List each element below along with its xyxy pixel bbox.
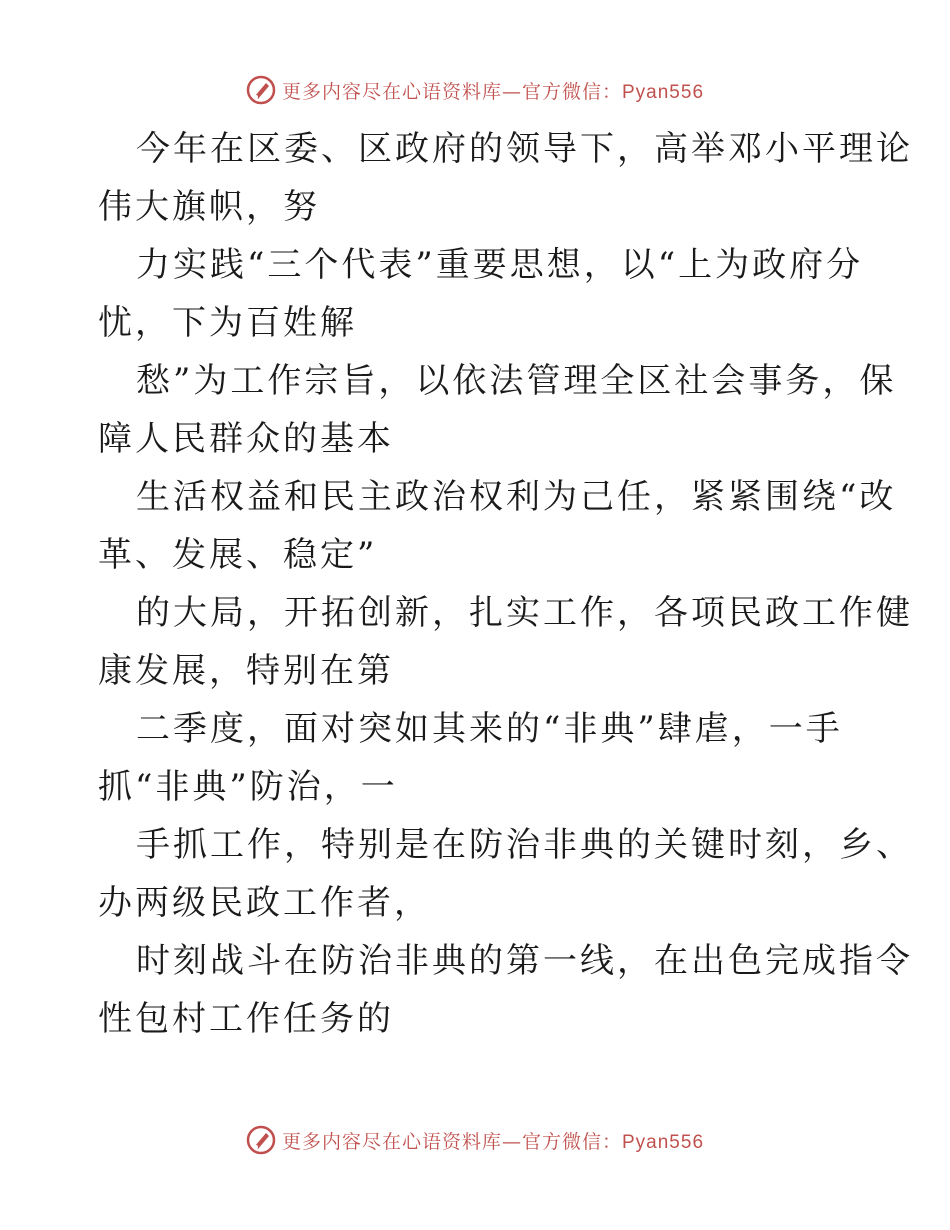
document-body (98, 120, 913, 1048)
body-line: 愁”为工作宗旨，以依法管理全区社会事务，保 (136, 361, 897, 401)
header-banner-text (282, 77, 704, 104)
footer-banner (0, 1120, 950, 1160)
body-line: 伟大旗帜，努 (98, 187, 320, 227)
pen-logo-icon (246, 75, 276, 105)
header-banner-label: 更多内容尽在心语资料库—官方微信： (281, 80, 622, 103)
body-line: 力实践“三个代表”重要思想，以“上为政府分 (136, 245, 864, 285)
footer-wechat-id: Pyan556 (622, 1131, 705, 1153)
header-wechat-id: Pyan556 (622, 81, 705, 103)
body-line: 生活权益和民主政治权利为己任，紧紧围绕“改 (136, 477, 897, 517)
body-line: 忧，下为百姓解 (98, 303, 357, 343)
body-line: 时刻战斗在防治非典的第一线，在出色完成指令 (136, 941, 913, 981)
body-line: 的大局，开拓创新，扎实工作，各项民政工作健 (136, 593, 913, 633)
body-line: 手抓工作，特别是在防治非典的关键时刻，乡、 (136, 825, 913, 865)
body-line: 革、发展、稳定” (98, 535, 378, 575)
body-line: 障人民群众的基本 (98, 419, 394, 459)
body-line: 今年在区委、区政府的领导下，高举邓小平理论 (136, 129, 913, 169)
body-line: 办两级民政工作者， (98, 883, 431, 923)
body-line: 康发展，特别在第 (98, 651, 394, 691)
footer-banner-text (282, 1127, 704, 1154)
header-banner (0, 70, 950, 110)
body-line: 抓“非典”防治，一 (98, 767, 398, 807)
footer-banner-label: 更多内容尽在心语资料库—官方微信： (281, 1130, 622, 1153)
pen-logo-icon (246, 1125, 276, 1155)
body-line: 二季度，面对突如其来的“非典”肆虐，一手 (136, 709, 843, 749)
body-line: 性包村工作任务的 (98, 999, 394, 1039)
